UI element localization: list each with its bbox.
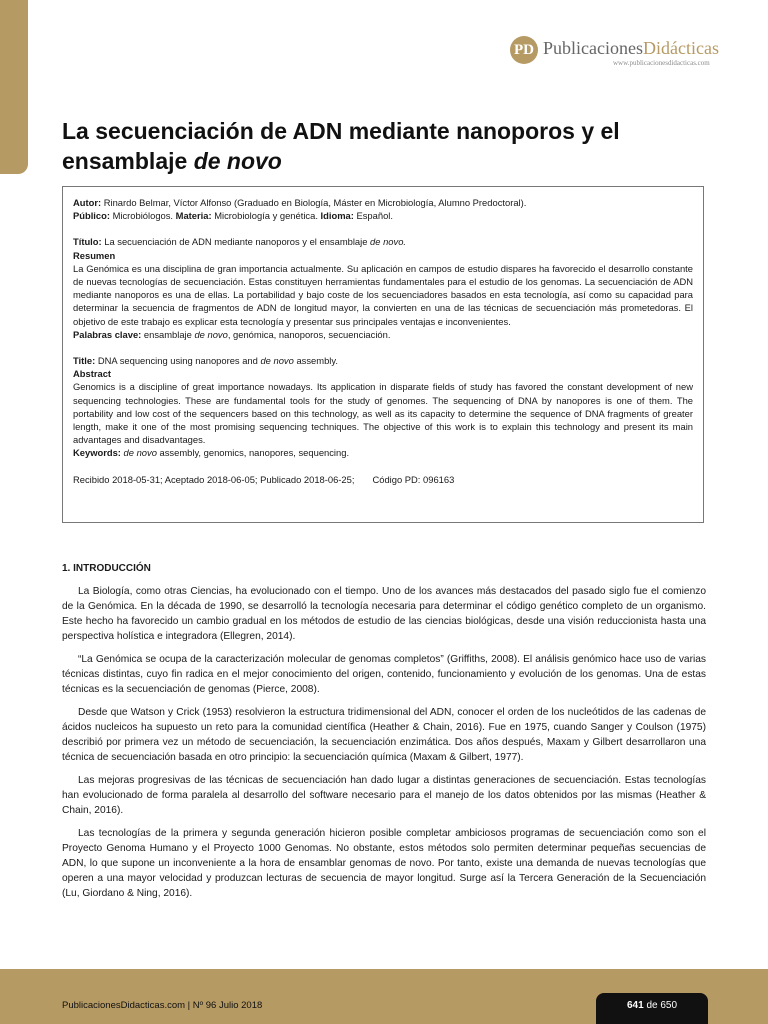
author-label: Autor: [73, 197, 102, 208]
author-line [73, 196, 693, 209]
body-paragraph: Desde que Watson y Crick (1953) resolvieron la estructura tridimensional del ADN, conocer el orden de los nucleótidos de las cadenas de ácidos nucleicos ha supuesto un reto para la comunidad científica (Heather & Chain, 2016). Fue en 1975, cuando Sanger y Coulson (1975) describió por primera vez un método de secuenciación, la secuenciación enzimática. Dos años después, Maxam y Gilbert desarrollaron una técnica de secuenciación basada en otro principio: la secuenciación química (Maxam & Gilbert, 1977). [62, 707, 706, 763]
english-title-end: assembly. [296, 355, 338, 367]
article-title [62, 116, 712, 176]
subject-label: Materia: [175, 210, 212, 222]
resumen-text: La Genómica es una disciplina de gran importancia actualmente. Su aplicación en campos de estudio dispares ha favorecido el desarrollo constante de nuevas tecnologías de secuenciación. Estas constituyen herramientas fundamentales para el estudio de los genomas. La secuenciación de ADN mediante nanoporos es una de ellas. La portabilidad y bajo coste de los secuenciadores basados en esta tecnología, así como su capacidad para determinar la secuencia de fragmentos de ADN de longitud mayor, la convierten en una de las técnicas de secuenciación más prometedoras. El objetivo de este trabajo es explicar esta tecnología y presentar sus principales ventajas e inconvenientes. [73, 262, 693, 327]
page-number-badge [596, 993, 708, 1024]
page-current: 641 [626, 1000, 644, 1011]
subject-value: Microbiología y genética. [214, 210, 318, 222]
language-label: Idioma: [320, 210, 354, 222]
metadata-line [73, 209, 693, 222]
abstract-text: Genomics is a discipline of great importance nowadays. Its application in disparate fields of study has favored the constant development of new sequencing technologies. These are fundamental tools for the study of genomes. The sequencing of DNA by nanopores is one of them. The portability and low cost of the sequencers based on this technology, as well as its capacity to determine the sequence of DNA fragments of greater length, make it one of the most promising sequencing techniques. The objective of this work is to explain this technology and present its main advantages and disadvantages. [73, 381, 693, 446]
spanish-keywords-part1: ensamblaje [143, 328, 192, 340]
logo-mark-icon: PD [510, 36, 538, 64]
english-keywords-value: assembly, genomics, nanopores, sequencing. [159, 447, 350, 459]
spanish-title-italic: de novo. [370, 236, 407, 248]
section-heading: 1. INTRODUCCIÓN [62, 563, 151, 574]
language-value: Español. [356, 210, 393, 222]
spanish-title-label: Título: [73, 236, 102, 248]
body-paragraph: Las tecnologías de la primera y segunda generación hicieron posible completar ambiciosos programas de secuenciación como son el Proyecto Genoma Humano y el Proyecto 1000 Genomas. No obstante, estos métodos solo permiten determinar pequeñas secuencias de ADN, lo que supone un inconveniente a la hora de ensamblar genomas de novo. Por tanto, existe una demanda de nuevas tecnologías que operen a una mayor velocidad y produzcan lecturas de secuencia de mayor longitud. Surge así la Tercera Generación de la Secuenciación (Lu, Giordano & Ning, 2016). [62, 828, 706, 899]
body-paragraph: “La Genómica se ocupa de la caracterización molecular de genomas completos” (Griffiths, 2008). El análisis genómico hace uso de varias técnicas distintas, cuyo fin radica en el mejor conocimiento del origen, contenido, funcionamiento y evolución de los genomas. Una de estas técnicas es la secuenciación de genomas (Pierce, 2008). [62, 654, 706, 695]
english-title-value: DNA sequencing using nanopores and [97, 355, 258, 367]
spanish-keywords-italic: de novo [194, 328, 228, 340]
publisher-logo [510, 36, 740, 70]
page-total: de 650 [646, 1000, 678, 1011]
author-value: Rinardo Belmar, Víctor Alfonso (Graduado en Biología, Máster en Microbiología, Alumno Predoctoral). [103, 197, 527, 208]
title-main: La secuenciación de ADN mediante nanoporos y el ensamblaje [62, 118, 620, 174]
abstract-heading: Abstract [73, 368, 112, 380]
article-summary-box [62, 186, 704, 523]
dates-line [73, 473, 693, 486]
spanish-keywords-line [73, 328, 693, 341]
english-title-italic: de novo [260, 355, 294, 367]
audience-value: Microbiólogos. [112, 210, 174, 222]
publisher-url: www.publicacionesdidacticas.com [613, 59, 710, 67]
spanish-title-value: La secuenciación de ADN mediante nanoporos y el ensamblaje [104, 236, 368, 248]
english-keywords-label: Keywords: [73, 447, 121, 459]
body-paragraph: Las mejoras progresivas de las técnicas de secuenciación han dado lugar a distintas generaciones de secuenciación. Estas tecnologías han evolucionado de forma paralela al desarrollo del software necesario para el manejo de los datos obtenidos por las mismas (Heather & Chain, 2016). [62, 775, 706, 816]
pd-code: Código PD: 096163 [372, 473, 455, 485]
english-keywords-italic: de novo [123, 447, 157, 459]
footer-publication: PublicacionesDidacticas.com | Nº 96 Julio 2018 [62, 1000, 263, 1011]
body-paragraph: La Biología, como otras Ciencias, ha evolucionado con el tiempo. Uno de los avances más destacados del pasado siglo fue el comienzo de la Genómica. En la década de 1990, se desarrolló la tecnología necesaria para determinar el código genético completo de un organismo. Este hecho ha favorecido un cambio gradual en los métodos de estudio de las ciencias biológicas, desde una visión reduccionista hasta una perspectiva holística e integradora (Ellegren, 2014). [62, 586, 706, 642]
brand-part1: Publicaciones [543, 38, 643, 58]
brand-part2: Didácticas [642, 38, 719, 58]
english-title-label: Title: [73, 355, 96, 367]
audience-label: Público: [73, 210, 110, 222]
article-body [62, 562, 706, 909]
publication-dates: Recibido 2018-05-31; Aceptado 2018-06-05; Publicado 2018-06-25; [73, 473, 355, 485]
english-keywords-line [73, 446, 693, 459]
spanish-keywords-part2: , genómica, nanoporos, secuenciación. [227, 328, 391, 340]
spanish-title-line [73, 235, 693, 248]
decorative-side-tab [0, 0, 28, 174]
english-title-line [73, 354, 693, 367]
resumen-heading: Resumen [73, 249, 116, 261]
spanish-keywords-label: Palabras clave: [73, 328, 142, 340]
title-italic: de novo [193, 148, 282, 174]
logo-wordmark [543, 38, 719, 59]
